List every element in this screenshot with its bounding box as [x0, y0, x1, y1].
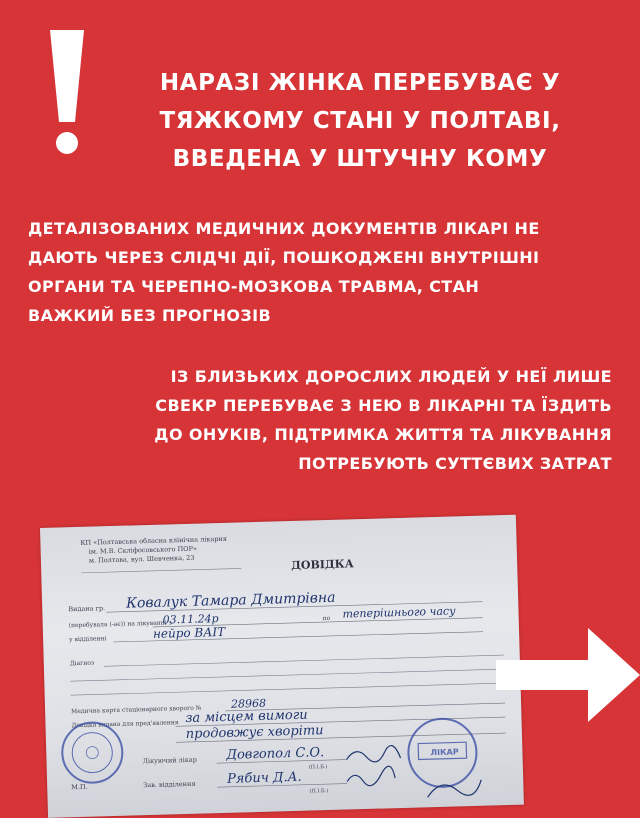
hospital-header-line: ім. М.В. Скліфосовського ПОР»	[88, 544, 197, 556]
stamp-text: ЛІКАР	[430, 747, 459, 758]
dept-value: нейро ВАІТ	[152, 624, 226, 641]
round-stamp-right	[407, 718, 477, 788]
treated-to-label: по	[322, 614, 331, 623]
arrow-right-icon	[496, 620, 640, 730]
head-value: Рябич Д.А.	[226, 769, 302, 787]
dept-label: у відділенні	[69, 635, 107, 644]
issued-for-label: Довідка видана для пред'явлення	[71, 719, 179, 730]
mp-label: М.П.	[71, 782, 88, 792]
doctor-label: Лікуючий лікар	[142, 755, 198, 766]
document-title: ДОВІДКА	[290, 557, 354, 572]
paragraph-line: ДАЮТЬ ЧЕРЕЗ СЛІДЧІ ДІЇ, ПОШКОДЖЕНІ ВНУТРІШНІ	[28, 248, 540, 267]
issued-label: Видана гр.	[68, 604, 106, 614]
hospital-header-line: КП «Полтавська обласна клінічна лікарня	[80, 534, 228, 547]
treated-label: (перебувала (-ає)) на лікуванні з	[68, 619, 172, 630]
paragraph-line: ПОТРЕБУЮТЬ СУТТЄВИХ ЗАТРАТ	[298, 454, 612, 473]
treated-date: 03.11.24р	[162, 612, 219, 627]
signature-scribble	[427, 780, 481, 798]
medical-certificate-photo	[40, 515, 524, 818]
paragraph-line: ОРГАНИ ТА ЧЕРЕПНО-МОЗКОВА ТРАВМА, СТАН	[28, 277, 480, 296]
paragraph-line: СВЕКР ПЕРЕБУВАЄ З НЕЮ В ЛІКАРНІ ТА ЇЗДИТЬ	[155, 396, 612, 415]
headline-line: ТЯЖКОМУ СТАНІ У ПОЛТАВІ,	[159, 108, 561, 134]
doctor-value: Довгопол С.О.	[226, 745, 325, 763]
record-value: 28968	[230, 696, 267, 711]
headline	[110, 64, 610, 178]
record-label: Медична карта стаціонарного хворого №	[71, 704, 202, 716]
paragraph-line: ІЗ БЛИЗЬКИХ ДОРОСЛИХ ЛЮДЕЙ У НЕЇ ЛИШЕ	[170, 367, 612, 386]
hospital-header-line: м. Полтава, вул. Шевченка, 23	[88, 553, 195, 565]
signature-caption: (П.І.Б.)	[308, 764, 328, 771]
issued-for-value-2: продовжує хворіти	[185, 723, 324, 743]
headline-line: ВВЕДЕНА У ШТУЧНУ КОМУ	[172, 146, 548, 172]
issued-value: Ковалук Тамара Дмитрівна	[125, 589, 336, 612]
exclamation-icon	[44, 26, 90, 156]
paragraph-line: ВАЖКИЙ БЕЗ ПРОГНОЗІВ	[28, 306, 272, 325]
paragraph-line: ДО ОНУКІВ, ПІДТРИМКА ЖИТТЯ ТА ЛІКУВАННЯ	[154, 425, 612, 444]
round-stamp-left	[61, 722, 123, 784]
issued-for-value: за місцем вимоги	[185, 707, 308, 727]
medical-status-paragraph	[28, 214, 618, 330]
family-support-paragraph	[52, 362, 612, 478]
signature-scribble	[347, 766, 396, 786]
diagnosis-label: Діагноз	[69, 659, 95, 668]
signature-caption: (П.І.Б.)	[309, 788, 329, 795]
treated-to-value: теперішнього часу	[342, 604, 456, 621]
head-label: Зав. відділення	[143, 779, 196, 790]
paragraph-line: ДЕТАЛІЗОВАНИХ МЕДИЧНИХ ДОКУМЕНТІВ ЛІКАРІ НЕ	[28, 219, 540, 238]
signature-scribble	[346, 745, 400, 762]
headline-line: НАРАЗІ ЖІНКА ПЕРЕБУВАЄ У	[159, 70, 561, 96]
